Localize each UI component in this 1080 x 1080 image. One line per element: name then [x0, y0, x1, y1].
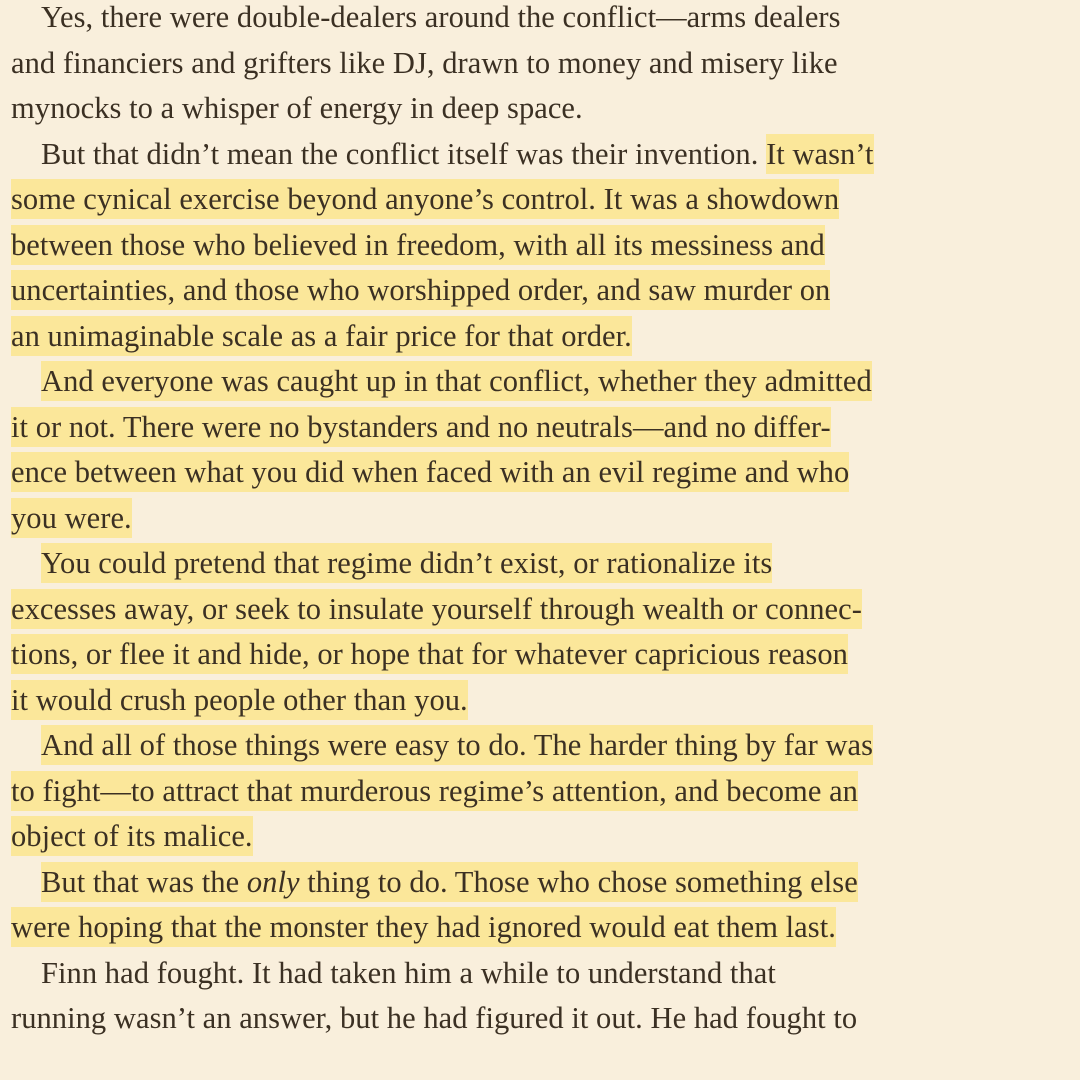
highlighted-text[interactable]: But that was the [41, 864, 247, 899]
text-line [11, 496, 1071, 542]
highlighted-text[interactable]: between those who believed in freedom, with all its messiness and [11, 227, 825, 262]
book-text-body[interactable] [11, 0, 1071, 1042]
text-line [11, 632, 1071, 678]
text-line [11, 860, 1071, 906]
text-line [11, 723, 1071, 769]
highlighted-text[interactable]: ence between what you did when faced with an evil regime and who [11, 455, 850, 489]
text-line [11, 905, 1071, 951]
text-segment: running wasn’t an answer, but he had figured it out. He had fought to [11, 1001, 858, 1035]
highlighted-text[interactable]: only [246, 864, 300, 899]
highlighted-text[interactable]: some cynical exercise beyond anyone’s control. It was a showdown [11, 182, 840, 216]
text-segment: Finn had fought. It had taken him a while to understand that [41, 955, 776, 990]
highlighted-text[interactable]: And all of those things were easy to do. The harder thing by far was [41, 728, 874, 762]
highlighted-text[interactable]: thing to do. Those who chose something else [299, 864, 858, 899]
highlighted-text[interactable]: it would crush people other than you. [11, 682, 468, 717]
highlighted-text[interactable]: tions, or flee it and hide, or hope that for whatever capricious reason [11, 637, 848, 671]
text-line [11, 951, 1071, 997]
highlighted-text[interactable]: it or not. There were no bystanders and no neutrals—and no differ- [11, 409, 831, 444]
text-line [11, 177, 1071, 223]
text-line [11, 587, 1071, 633]
text-segment: mynocks to a whisper of energy in deep space. [11, 91, 583, 125]
text-line [11, 405, 1071, 451]
highlighted-text[interactable]: It wasn’t [766, 136, 874, 171]
highlighted-text[interactable]: to fight—to attract that murderous regime’s attention, and become an [11, 773, 858, 808]
highlighted-text[interactable]: object of its malice. [11, 819, 253, 853]
text-line [11, 450, 1071, 496]
text-line [11, 678, 1071, 724]
text-line [11, 814, 1071, 860]
text-line [11, 223, 1071, 269]
text-line [11, 996, 1071, 1042]
highlighted-text[interactable]: you were. [11, 500, 132, 535]
text-line [11, 314, 1071, 360]
text-line [11, 86, 1071, 132]
highlighted-text[interactable]: were hoping that the monster they had ignored would eat them last. [11, 910, 836, 944]
text-line [11, 0, 1071, 41]
text-line [11, 268, 1071, 314]
text-segment: and financiers and grifters like DJ, drawn to money and misery like [11, 45, 838, 80]
highlighted-text[interactable]: And everyone was caught up in that conflict, whether they admitted [41, 364, 872, 398]
text-line [11, 541, 1071, 587]
highlighted-text[interactable]: uncertainties, and those who worshipped order, and saw murder on [11, 273, 831, 307]
text-line [11, 359, 1071, 405]
text-segment: Yes, there were double-dealers around the conflict—arms dealers [41, 0, 841, 34]
text-segment: But that didn’t mean the conflict itself was their invention. [41, 136, 767, 171]
text-line [11, 769, 1071, 815]
text-line [11, 41, 1071, 87]
highlighted-text[interactable]: excesses away, or seek to insulate yourself through wealth or connec- [11, 591, 862, 626]
highlighted-text[interactable]: an unimaginable scale as a fair price for that order. [11, 318, 632, 353]
text-line [11, 132, 1071, 178]
highlighted-text[interactable]: You could pretend that regime didn’t exist, or rationalize its [41, 546, 773, 580]
